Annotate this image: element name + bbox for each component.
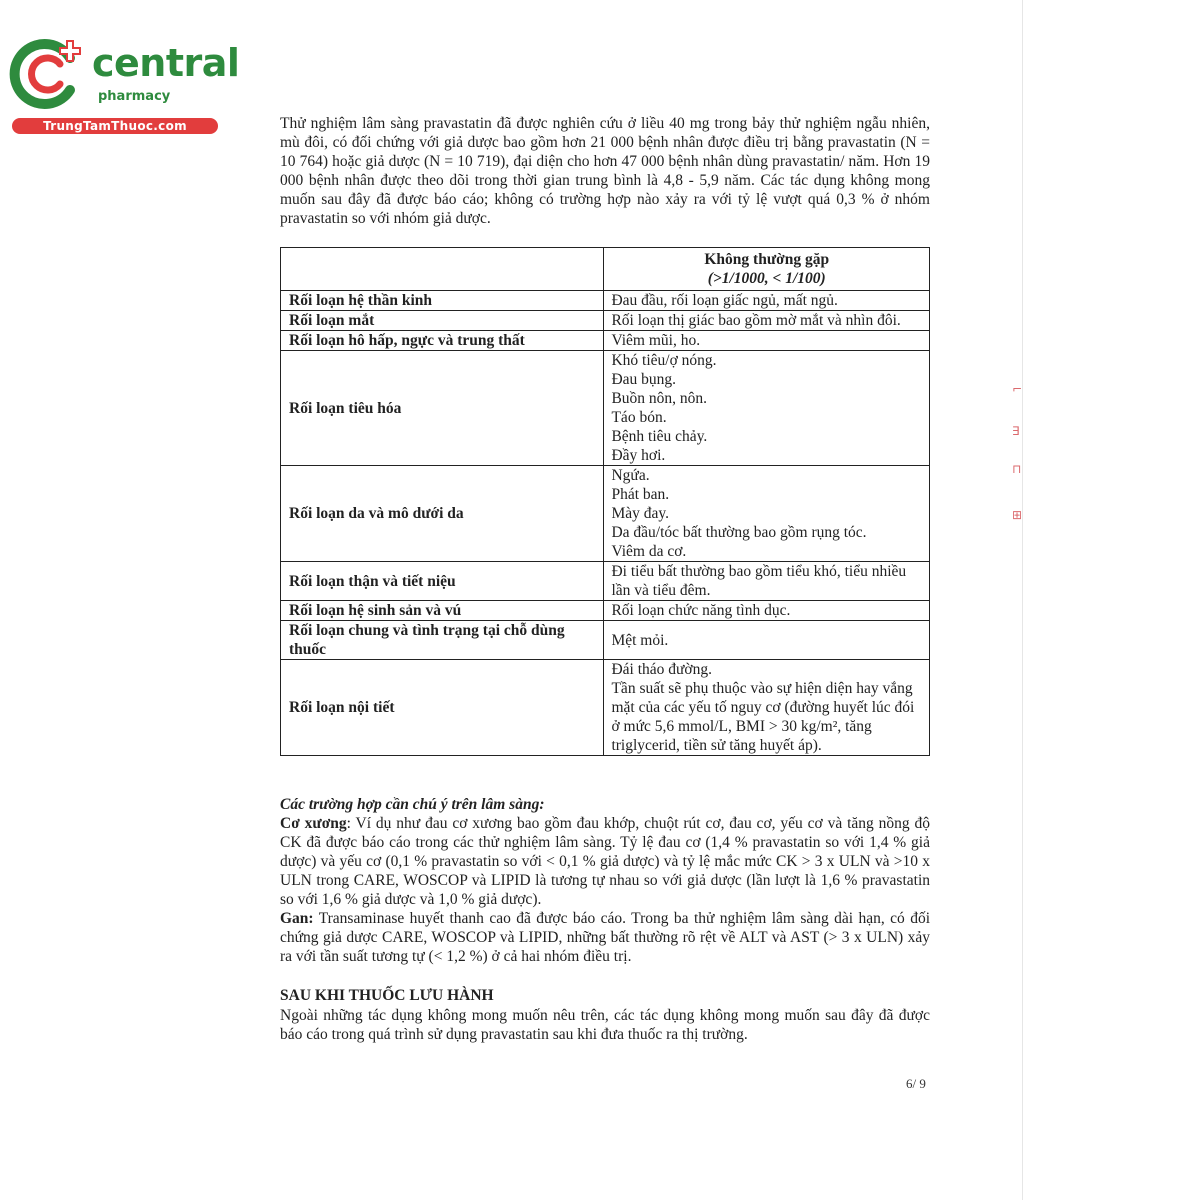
logo-brand-sub: pharmacy xyxy=(98,89,171,104)
table-row xyxy=(281,601,930,621)
post-marketing-text: Ngoài những tác dụng không mong muốn nêu trên, các tác dụng không mong muốn sau đây đã được báo cáo trong quá trình sử dụng pravastatin sau khi đưa thuốc ra thị trường. xyxy=(280,1007,930,1043)
logo-site-url[interactable]: TrungTamThuoc.com xyxy=(12,118,218,134)
stamp-mark-icon: ∃ xyxy=(1012,424,1020,438)
clinical-notes-heading: Các trường hợp cần chú ý trên lâm sàng: xyxy=(280,796,545,813)
effect-item: Đau đầu, rối loạn giấc ngủ, mất ngủ. xyxy=(611,292,838,309)
effects-cell xyxy=(604,466,930,562)
effects-cell xyxy=(604,660,930,756)
effect-item: Phát ban. xyxy=(611,486,670,503)
effect-item: Tần suất sẽ phụ thuộc vào sự hiện diện hay vắng mặt của các yếu tố nguy cơ (đường huyết lúc đói ở mức 5,6 mmol/L, BMI > 30 kg/m², tăng triglycerid, tiền sử tăng huyết áp). xyxy=(611,680,915,754)
effect-item: Viêm da cơ. xyxy=(611,543,687,560)
organ-system-cell: Rối loạn thận và tiết niệu xyxy=(281,562,604,601)
clinical-notes xyxy=(280,795,930,966)
stamp-mark-icon: ⊓ xyxy=(1012,462,1022,476)
table-row xyxy=(281,351,930,466)
table-header-row xyxy=(281,248,930,291)
effect-item: Đau bụng. xyxy=(611,371,677,388)
logo-brand-name: central xyxy=(92,41,240,85)
muscle-label: Cơ xương xyxy=(280,815,347,832)
table-header-empty xyxy=(281,248,604,291)
table-row xyxy=(281,331,930,351)
liver-label: Gan: xyxy=(280,910,314,927)
muscle-paragraph xyxy=(280,814,930,909)
table-row xyxy=(281,562,930,601)
effects-cell xyxy=(604,621,930,660)
table-body xyxy=(281,291,930,756)
organ-system-cell: Rối loạn hệ thần kinh xyxy=(281,291,604,311)
effect-item: Khó tiêu/ợ nóng. xyxy=(611,352,717,369)
liver-text: Transaminase huyết thanh cao đã được báo cáo. Trong ba thử nghiệm lâm sàng dài hạn, có đối chứng giả dược CARE, WOSCOP và LIPID, những bất thường rõ rệt về ALT và AST (> 3 x ULN) xảy ra với tần suất tương tự (< 1,2 %) ở cả hai nhóm điều trị. xyxy=(280,910,930,965)
table-row xyxy=(281,291,930,311)
muscle-text: : Ví dụ như đau cơ xương bao gồm đau khớp, chuột rút cơ, đau cơ, yếu cơ và tăng nồng độ CK đã được báo cáo trong các thử nghiệm lâm sàng. Tỷ lệ đau cơ (1,4 % pravastatin so với 1,4 % giả dược) và yếu cơ (0,1 % pravastatin so với < 0,1 % giả dược) và tỷ lệ mắc mức CK > 3 x ULN và >10 x ULN trong CARE, WOSCOP và LIPID là tương tự nhau so với giả dược (lần lượt là 1,6 % pravastatin so với 1,6 % giả dược và 1,0 % giả dược). xyxy=(280,815,931,908)
stamp-mark-icon: ⊞ xyxy=(1012,508,1023,522)
table-row xyxy=(281,660,930,756)
effect-item: Buồn nôn, nôn. xyxy=(611,390,708,407)
effect-item: Đái tháo đường. xyxy=(611,661,713,678)
effect-item: Rối loạn chức năng tình dục. xyxy=(611,602,791,619)
effect-item: Ngứa. xyxy=(611,467,650,484)
effect-item: Bệnh tiêu chảy. xyxy=(611,428,708,445)
table-row xyxy=(281,466,930,562)
effect-item: Viêm mũi, ho. xyxy=(611,332,701,349)
effects-cell xyxy=(604,351,930,466)
organ-system-cell: Rối loạn nội tiết xyxy=(281,660,604,756)
organ-system-cell: Rối loạn mắt xyxy=(281,311,604,331)
effects-cell xyxy=(604,311,930,331)
organ-system-cell: Rối loạn hô hấp, ngực và trung thất xyxy=(281,331,604,351)
organ-system-cell: Rối loạn hệ sinh sản và vú xyxy=(281,601,604,621)
effects-cell xyxy=(604,601,930,621)
effect-item: Đầy hơi. xyxy=(611,447,666,464)
adverse-effects-table xyxy=(280,247,930,756)
effect-item: Mệt mỏi. xyxy=(611,631,669,649)
table-row xyxy=(281,621,930,660)
intro-paragraph: Thử nghiệm lâm sàng pravastatin đã được nghiên cứu ở liều 40 mg trong bảy thử nghiệm ngẫu nhiên, mù đôi, có đối chứng với giả dược bao gồm hơn 21 000 bệnh nhân được điều trị bằng pravastatin (N = 10 764) hoặc giả dược (N = 10 719), đại diện cho hơn 47 000 bệnh nhân dùng pravastatin/ năm. Hơn 19 000 bệnh nhân được theo dõi trong thời gian trung bình là 4,8 - 5,9 năm. Các tác dụng không mong muốn sau đây đã được báo cáo; không có trường hợp nào xảy ra với tỷ lệ vượt quá 0,3 % ở nhóm pravastatin so với nhóm giả dược. xyxy=(280,115,930,227)
page-number: 6/ 9 xyxy=(906,1076,926,1091)
effect-item: Da đầu/tóc bất thường bao gồm rụng tóc. xyxy=(611,524,867,541)
table-row xyxy=(281,311,930,331)
table-header-frequency xyxy=(604,248,930,291)
organ-system-cell: Rối loạn chung và tình trạng tại chỗ dùng thuốc xyxy=(281,621,604,660)
effect-item: Mày đay. xyxy=(611,505,670,522)
effect-item: Rối loạn thị giác bao gồm mờ mắt và nhìn đôi. xyxy=(611,312,901,329)
post-marketing-title: SAU KHI THUỐC LƯU HÀNH xyxy=(280,987,494,1004)
effect-item: Táo bón. xyxy=(611,409,667,426)
effects-cell xyxy=(604,562,930,601)
liver-paragraph xyxy=(280,909,930,966)
organ-system-cell: Rối loạn da và mô dưới da xyxy=(281,466,604,562)
pharmacy-cross-icon xyxy=(8,34,88,114)
effect-item: Đi tiểu bất thường bao gồm tiểu khó, tiểu nhiều lần và tiểu đêm. xyxy=(611,563,907,599)
stamp-mark-icon: ⌐ xyxy=(1012,382,1023,396)
central-pharmacy-logo[interactable] xyxy=(8,34,240,134)
frequency-range: (>1/1000, < 1/100) xyxy=(707,270,826,287)
effects-cell xyxy=(604,291,930,311)
effects-cell xyxy=(604,331,930,351)
frequency-title: Không thường gặp xyxy=(704,251,830,268)
post-marketing-section xyxy=(280,986,930,1044)
page-edge-line xyxy=(1022,0,1023,1200)
organ-system-cell: Rối loạn tiêu hóa xyxy=(281,351,604,466)
